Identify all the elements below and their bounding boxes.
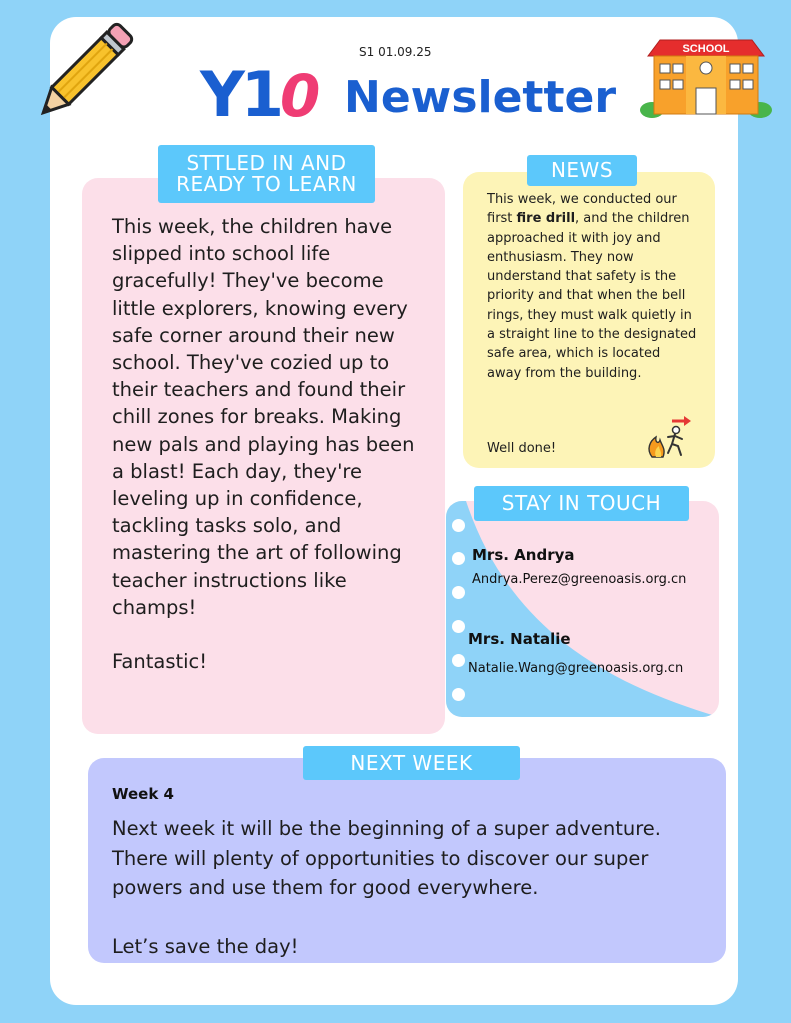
title-zero: 0 <box>280 62 321 130</box>
settled-tag-line1: STTLED IN AND <box>186 151 347 175</box>
news-text-bold: fire drill <box>516 211 576 227</box>
title-word: Newsletter <box>344 72 617 123</box>
news-text-start: This week, we conducted our first <box>487 192 677 227</box>
binder-dot <box>452 586 465 599</box>
newsletter-title <box>200 58 640 130</box>
pencil-icon <box>24 20 136 132</box>
settled-body: This week, the children have slipped into school life gracefully! They've become little explorers, knowing every safe corner around their new school. They've cozied up to their teachers and found their chill zones for breaks. Making new pals and playing has been a blast! Each day, they're leveling up in confidence, tackling tasks solo, and mastering the art of following teacher instructions like champs! Fantastic! <box>112 215 415 674</box>
binder-dot <box>452 654 465 667</box>
binder-dot <box>452 688 465 701</box>
fire-exit-icon <box>646 413 692 461</box>
news-body <box>487 190 697 383</box>
news-section-tag: NEWS <box>527 155 637 186</box>
news-text-end: , and the children approached it with joy and enthusiasm. They now understand that safety is the priority and that when the bell rings, they must walk quietly in a straight line to the designated safe area, which is located away from the building. <box>487 211 697 381</box>
contact-email[interactable]: Andrya.Perez@greenoasis.org.cn <box>472 572 687 587</box>
stay-in-touch-card <box>446 501 719 717</box>
contact-email[interactable]: Natalie.Wang@greenoasis.org.cn <box>468 661 684 676</box>
stay-in-touch-tag: STAY IN TOUCH <box>474 486 689 521</box>
school-sign-label: SCHOOL <box>682 43 730 55</box>
contact-name: Mrs. Natalie <box>468 630 571 648</box>
binder-dot <box>452 552 465 565</box>
news-closing: Well done! <box>487 441 557 456</box>
title-y1: Y1 <box>200 58 281 131</box>
binder-dot <box>452 519 465 532</box>
week-label: Week 4 <box>112 785 174 803</box>
binder-dot <box>452 620 465 633</box>
next-week-tag: NEXT WEEK <box>303 746 520 780</box>
next-week-body: Next week it will be the beginning of a super adventure. There will plenty of opportunities to discover our super powers and use them for good everywhere. Let’s save the day! <box>112 817 661 958</box>
issue-date: S1 01.09.25 <box>359 45 432 59</box>
settled-section-tag <box>158 145 375 203</box>
school-building-icon <box>638 38 776 122</box>
contact-name: Mrs. Andrya <box>472 546 575 564</box>
stay-card-blue-wave <box>446 501 719 717</box>
settled-tag-line2: READY TO LEARN <box>176 172 357 196</box>
